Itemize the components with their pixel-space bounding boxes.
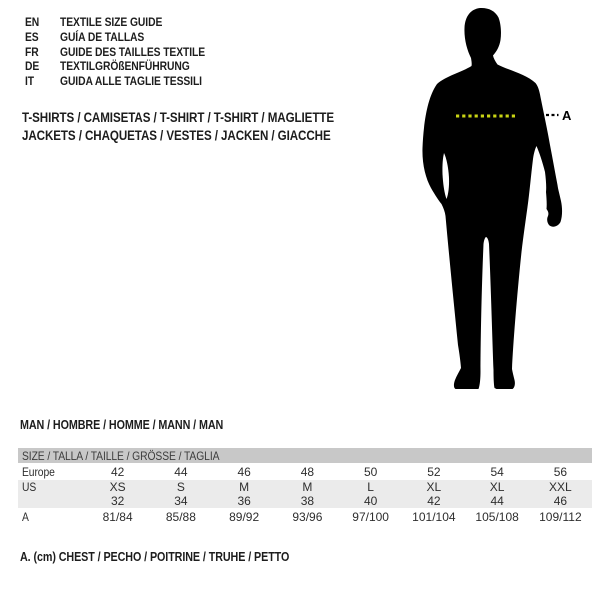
language-row-en (25, 15, 229, 30)
row-label (18, 494, 86, 508)
size-cell: 93/96 (292, 509, 323, 524)
language-list (25, 15, 229, 88)
size-cell: 52 (427, 464, 441, 479)
size-cell: 32 (110, 494, 125, 508)
size-cell: XL (489, 480, 505, 494)
size-cell: 81/84 (102, 509, 133, 524)
size-cell: M (239, 480, 250, 494)
size-cell: 89/92 (229, 509, 260, 524)
size-cell: XS (109, 480, 126, 494)
section-title-text: MAN / HOMBRE / HOMME / MANN / MAN (20, 418, 224, 432)
language-code: ES (25, 30, 39, 45)
table-row-numeric (18, 494, 592, 508)
language-label: TEXTILE SIZE GUIDE (60, 15, 163, 30)
man-silhouette (422, 8, 562, 389)
size-cell: 38 (300, 494, 315, 508)
size-cell: 44 (490, 494, 504, 508)
measurement-footnote (20, 550, 333, 564)
size-cell: 50 (363, 464, 378, 479)
jackets-line (22, 126, 385, 144)
size-cell: XL (426, 480, 442, 494)
row-label: Europe (22, 464, 55, 479)
language-row-de (25, 59, 229, 74)
size-cell: 97/100 (352, 509, 389, 524)
measure-label-a: A (562, 108, 572, 123)
section-title (20, 418, 256, 432)
language-label: TEXTILGRÖßENFÜHRUNG (60, 59, 190, 74)
size-cell: S (176, 480, 185, 494)
language-code: DE (25, 59, 40, 74)
language-code: FR (25, 44, 39, 59)
size-table (18, 448, 592, 525)
size-cell: 54 (490, 464, 504, 479)
tshirts-line (22, 108, 385, 126)
size-cell: 101/104 (412, 509, 456, 524)
size-cell: 56 (553, 464, 568, 479)
language-code: IT (25, 74, 35, 89)
size-cell: 48 (300, 464, 315, 479)
table-band (18, 480, 592, 508)
man-silhouette-svg (400, 0, 600, 400)
table-row-us (18, 480, 592, 494)
language-row-fr (25, 44, 229, 59)
size-cell: XXL (549, 480, 572, 494)
tshirts-text: T-SHIRTS / CAMISETAS / T-SHIRT / T-SHIRT / MAGLIETTE (22, 109, 335, 125)
language-label: GUIDA ALLE TAGLIE TESSILI (60, 74, 202, 89)
size-table-header-text: SIZE / TALLA / TAILLE / GRÖSSE / TAGLIA (22, 448, 220, 463)
row-label: A (22, 509, 29, 524)
size-cell: 42 (110, 464, 125, 479)
size-table-header (18, 448, 592, 463)
size-cell: 34 (174, 494, 188, 508)
size-cell: 44 (174, 464, 188, 479)
language-label: GUIDE DES TAILLES TEXTILE (60, 44, 206, 59)
size-cell: 42 (427, 494, 441, 508)
size-cell: 40 (363, 494, 378, 508)
row-label: US (22, 480, 37, 494)
size-cell: 105/108 (475, 509, 519, 524)
language-row-es (25, 30, 229, 45)
size-cell: 109/112 (539, 509, 582, 524)
language-label: GUÍA DE TALLAS (60, 30, 145, 45)
jackets-text: JACKETS / CHAQUETAS / VESTES / JACKEN / GIACCHE (22, 127, 331, 143)
size-cell: 36 (237, 494, 251, 508)
table-row-chest-a (18, 508, 592, 525)
man-silhouette-figure (400, 0, 600, 400)
size-cell: L (367, 480, 374, 494)
size-cell: M (302, 480, 313, 494)
size-cell: 46 (553, 494, 568, 508)
table-row-europe (18, 463, 592, 480)
language-code: EN (25, 15, 40, 30)
product-category-lines (22, 108, 385, 144)
measurement-footnote-text: A. (cm) CHEST / PECHO / POITRINE / TRUHE / PETTO (20, 550, 290, 564)
size-cell: 85/88 (165, 509, 196, 524)
language-row-it (25, 74, 229, 89)
size-cell: 46 (237, 464, 251, 479)
